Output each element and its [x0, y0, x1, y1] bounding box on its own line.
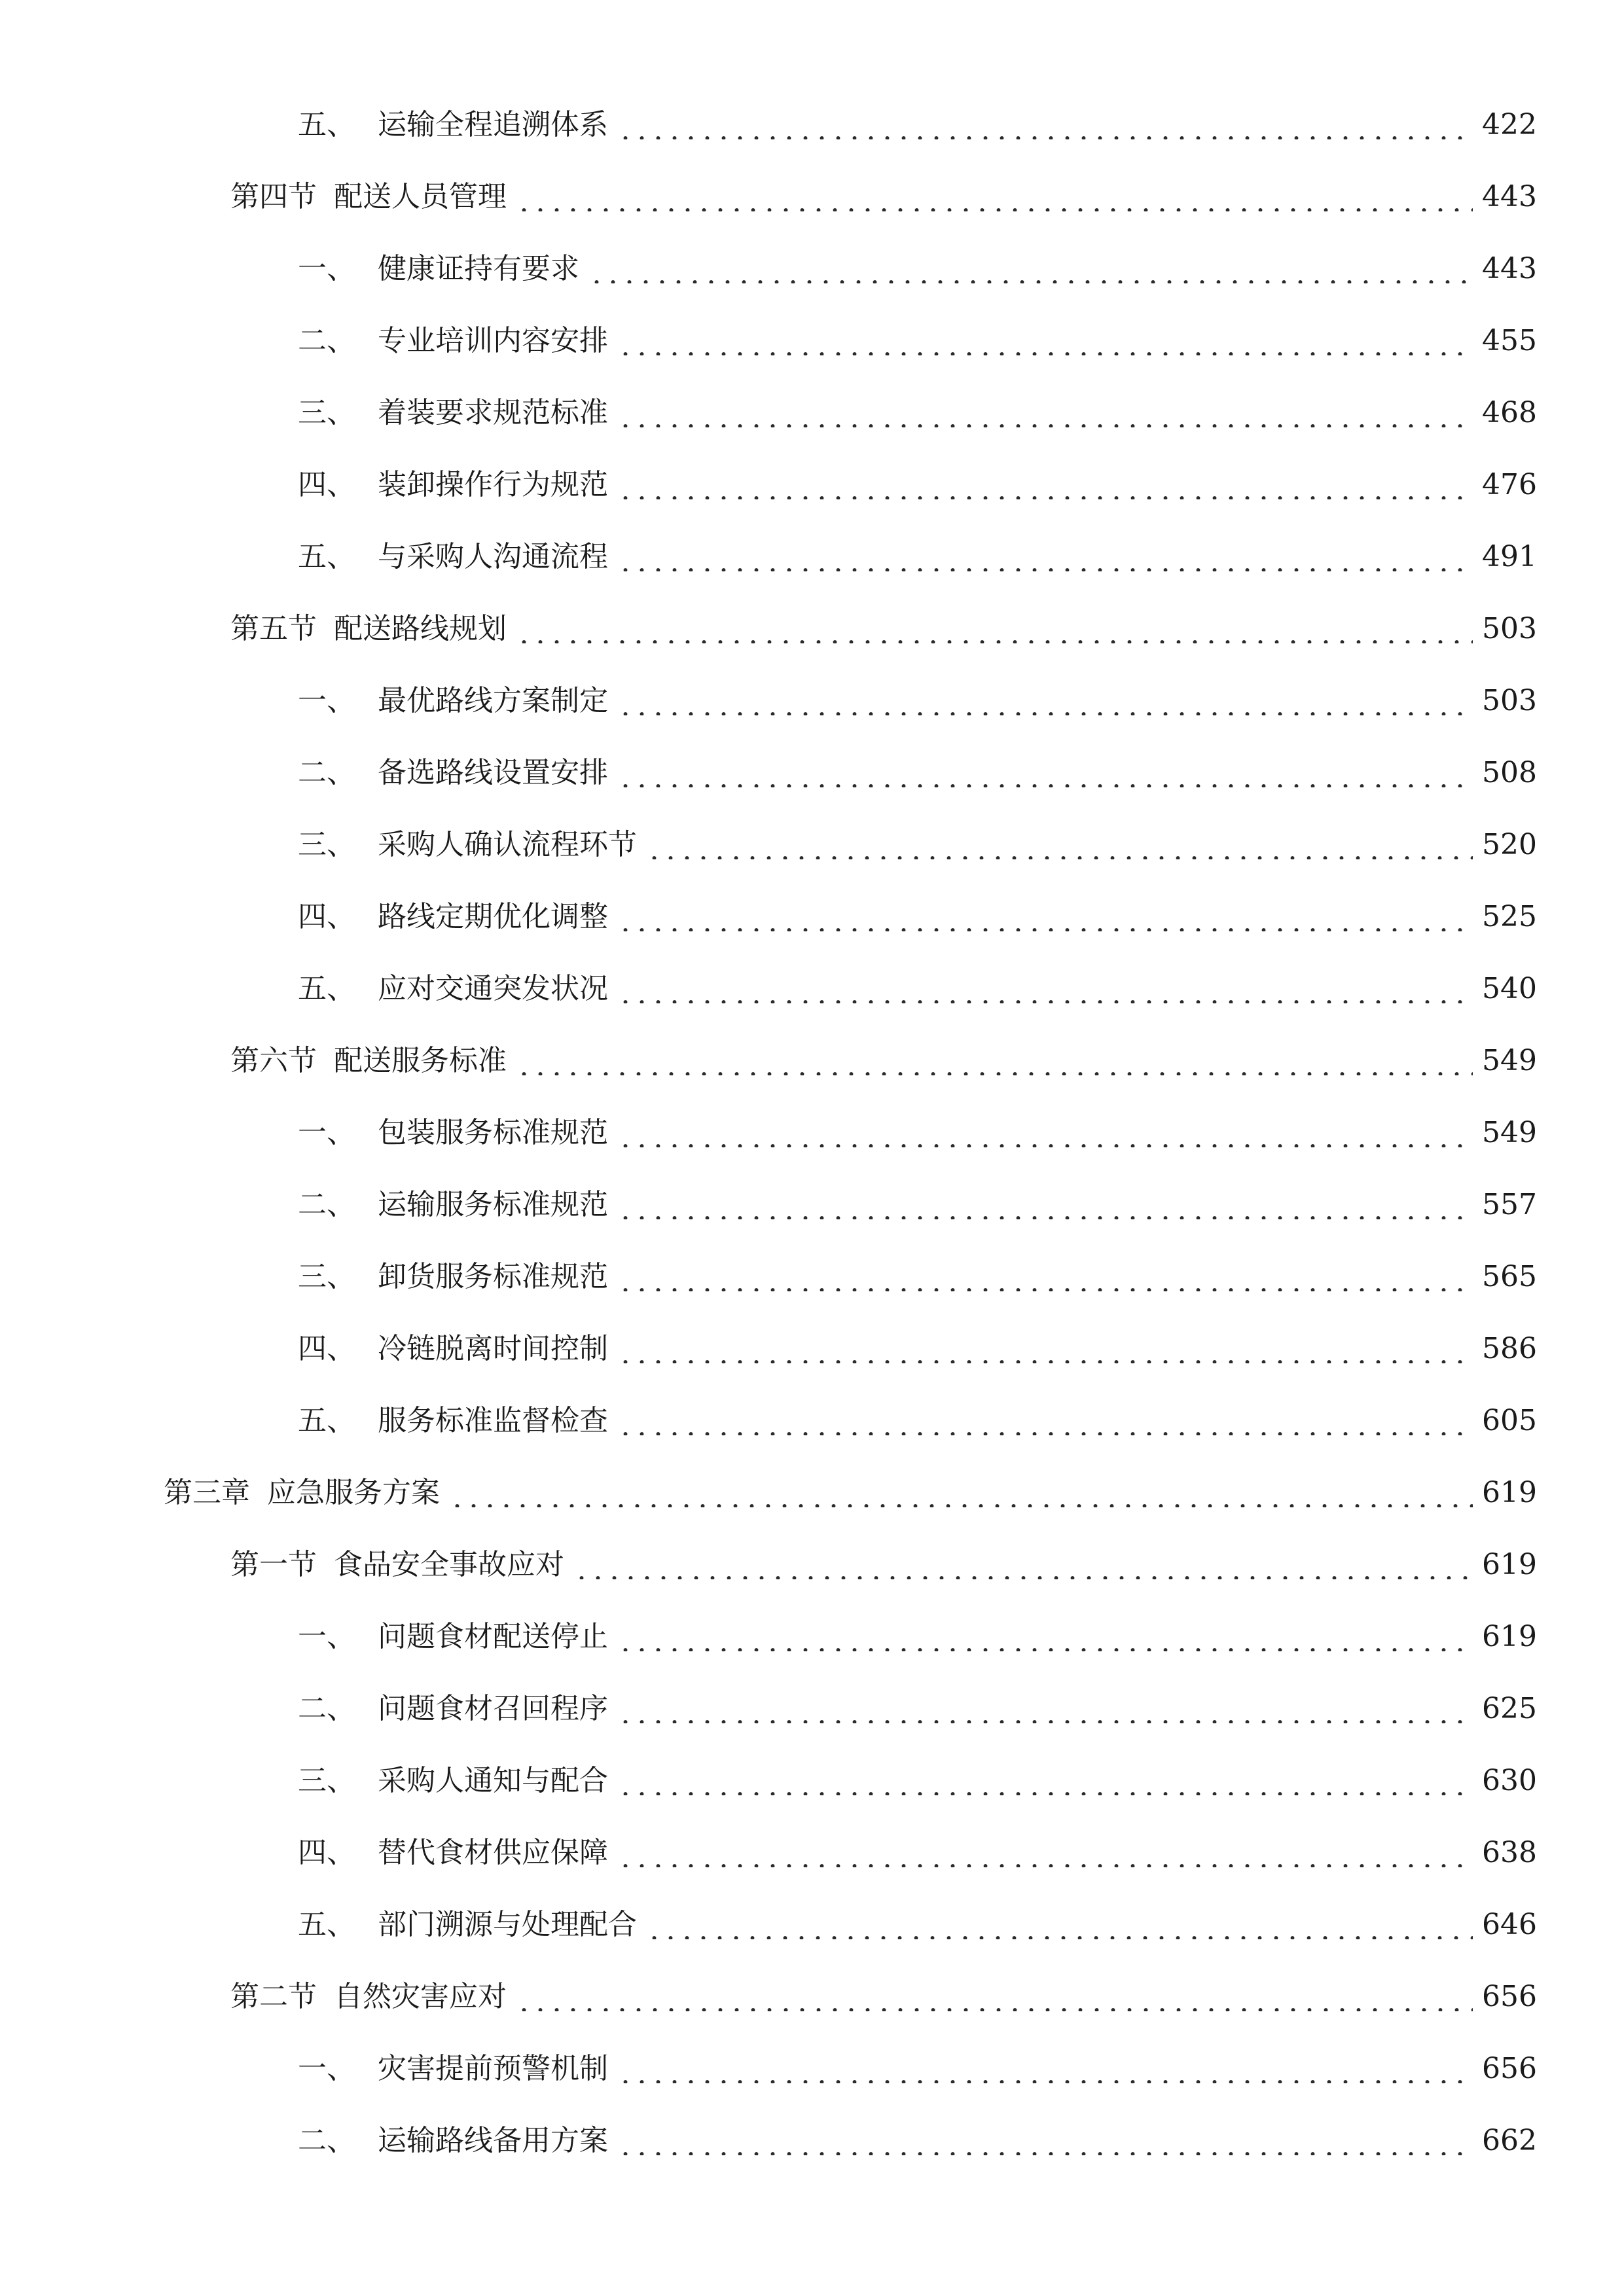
- entry-title: 装卸操作行为规范: [378, 468, 608, 501]
- entry-number: 第五节: [230, 612, 317, 645]
- dot-leader: [617, 111, 1473, 139]
- entry-title: 健康证持有要求: [378, 252, 579, 285]
- entry-number: 第三章: [164, 1476, 250, 1509]
- dot-leader: [516, 1982, 1473, 2011]
- dot-leader: [617, 399, 1473, 427]
- entry-title: 运输全程追溯体系: [378, 108, 608, 141]
- page-number: 619: [1482, 1476, 1537, 1509]
- dot-leader: [516, 1047, 1473, 1075]
- entry-title: 备选路线设置安排: [378, 756, 608, 789]
- entry-title: 运输路线备用方案: [378, 2124, 608, 2157]
- entry-title: 与采购人沟通流程: [378, 540, 608, 573]
- entry-title: 着装要求规范标准: [378, 396, 608, 429]
- entry-number: 五、: [298, 1404, 355, 1437]
- entry-number: 三、: [298, 396, 355, 429]
- entry-title: 问题食材召回程序: [378, 1692, 608, 1725]
- dot-leader: [617, 1119, 1473, 1147]
- dot-leader: [646, 1910, 1473, 1939]
- page-number: 619: [1482, 1620, 1537, 1653]
- entry-number: 五、: [298, 1908, 355, 1941]
- entry-title: 应急服务方案: [267, 1476, 440, 1509]
- toc-entry[interactable]: [0, 665, 1624, 737]
- page-number: 638: [1482, 1836, 1537, 1869]
- entry-number: 第六节: [230, 1044, 317, 1077]
- entry-number: 二、: [298, 756, 355, 789]
- toc-entry[interactable]: [0, 1961, 1624, 2033]
- dot-leader: [617, 327, 1473, 355]
- entry-title: 专业培训内容安排: [378, 324, 608, 357]
- page-number: 565: [1482, 1260, 1537, 1293]
- toc-entry[interactable]: [0, 1169, 1624, 1241]
- page-number: 468: [1482, 396, 1537, 429]
- dot-leader: [617, 975, 1473, 1003]
- entry-number: 一、: [298, 1116, 355, 1149]
- page-number: 525: [1482, 900, 1537, 933]
- entry-title: 应对交通突发状况: [378, 972, 608, 1005]
- page-number: 503: [1482, 612, 1537, 645]
- dot-leader: [617, 687, 1473, 715]
- entry-title: 包装服务标准规范: [378, 1116, 608, 1149]
- entry-number: 四、: [298, 468, 355, 501]
- table-of-contents: [0, 89, 1624, 2177]
- page-number: 540: [1482, 972, 1537, 1005]
- entry-number: 四、: [298, 1332, 355, 1365]
- toc-entry[interactable]: [0, 161, 1624, 233]
- page-number: 656: [1482, 1980, 1537, 2013]
- entry-title: 服务标准监督检查: [378, 1404, 608, 1437]
- page-number: 549: [1482, 1116, 1537, 1149]
- entry-number: 第四节: [230, 180, 317, 213]
- dot-leader: [617, 1839, 1473, 1867]
- entry-number: 第一节: [230, 1548, 317, 1581]
- page-number: 520: [1482, 828, 1537, 861]
- entry-title: 路线定期优化调整: [378, 900, 608, 933]
- entry-number: 四、: [298, 900, 355, 933]
- toc-entry[interactable]: [0, 1817, 1624, 1889]
- page-number: 619: [1482, 1548, 1537, 1581]
- entry-title: 运输服务标准规范: [378, 1188, 608, 1221]
- toc-entry[interactable]: [0, 1097, 1624, 1169]
- toc-entry[interactable]: [0, 449, 1624, 521]
- entry-title: 采购人确认流程环节: [378, 828, 637, 861]
- entry-title: 卸货服务标准规范: [378, 1260, 608, 1293]
- entry-number: 一、: [298, 1620, 355, 1653]
- dot-leader: [516, 615, 1473, 643]
- entry-title: 配送人员管理: [334, 180, 507, 213]
- toc-entry[interactable]: [0, 1385, 1624, 1457]
- page-number: 662: [1482, 2124, 1537, 2157]
- entry-number: 一、: [298, 684, 355, 717]
- dot-leader: [573, 1551, 1473, 1579]
- page-number: 443: [1482, 252, 1537, 285]
- toc-entry[interactable]: [0, 1745, 1624, 1817]
- toc-entry[interactable]: [0, 1529, 1624, 1601]
- page-number: 625: [1482, 1692, 1537, 1725]
- toc-entry[interactable]: [0, 377, 1624, 449]
- page-number: 422: [1482, 108, 1537, 141]
- dot-leader: [617, 1191, 1473, 1219]
- toc-entry[interactable]: [0, 809, 1624, 881]
- dot-leader: [449, 1479, 1473, 1507]
- dot-leader: [617, 2054, 1473, 2083]
- page-number: 605: [1482, 1404, 1537, 1437]
- entry-number: 二、: [298, 324, 355, 357]
- entry-number: 一、: [298, 2052, 355, 2085]
- page-number: 557: [1482, 1188, 1537, 1221]
- entry-title: 冷链脱离时间控制: [378, 1332, 608, 1365]
- dot-leader: [617, 759, 1473, 787]
- toc-entry[interactable]: [0, 1313, 1624, 1385]
- toc-entry[interactable]: [0, 89, 1624, 161]
- page-number: 508: [1482, 756, 1537, 789]
- entry-number: 五、: [298, 540, 355, 573]
- dot-leader: [617, 471, 1473, 499]
- page-number: 586: [1482, 1332, 1537, 1365]
- dot-leader: [588, 255, 1473, 283]
- toc-entry[interactable]: [0, 953, 1624, 1025]
- entry-number: 二、: [298, 2124, 355, 2157]
- toc-entry[interactable]: [0, 881, 1624, 953]
- toc-entry[interactable]: [0, 2105, 1624, 2177]
- toc-entry[interactable]: [0, 2033, 1624, 2105]
- dot-leader: [617, 1407, 1473, 1435]
- dot-leader: [646, 831, 1473, 859]
- entry-number: 三、: [298, 1260, 355, 1293]
- entry-title: 灾害提前预警机制: [378, 2052, 608, 2085]
- entry-title: 配送服务标准: [334, 1044, 507, 1077]
- toc-entry[interactable]: [0, 1673, 1624, 1745]
- toc-entry[interactable]: [0, 593, 1624, 665]
- entry-title: 食品安全事故应对: [334, 1548, 564, 1581]
- page-number: 443: [1482, 180, 1537, 213]
- page-number: 503: [1482, 684, 1537, 717]
- entry-title: 部门溯源与处理配合: [378, 1908, 637, 1941]
- toc-entry[interactable]: [0, 305, 1624, 377]
- entry-title: 替代食材供应保障: [378, 1836, 608, 1869]
- dot-leader: [617, 2126, 1473, 2155]
- toc-entry[interactable]: [0, 1889, 1624, 1961]
- page-number: 491: [1482, 540, 1537, 573]
- dot-leader: [617, 1263, 1473, 1291]
- entry-number: 二、: [298, 1188, 355, 1221]
- page-number: 476: [1482, 468, 1537, 501]
- page-number: 656: [1482, 2052, 1537, 2085]
- dot-leader: [617, 543, 1473, 571]
- page-number: 646: [1482, 1908, 1537, 1941]
- dot-leader: [617, 1623, 1473, 1651]
- entry-title: 配送路线规划: [334, 612, 507, 645]
- entry-number: 三、: [298, 1764, 355, 1797]
- toc-entry[interactable]: [0, 1241, 1624, 1313]
- entry-title: 最优路线方案制定: [378, 684, 608, 717]
- entry-number: 一、: [298, 252, 355, 285]
- entry-title: 自然灾害应对: [334, 1980, 507, 2013]
- page-number: 630: [1482, 1764, 1537, 1797]
- entry-number: 五、: [298, 108, 355, 141]
- entry-number: 二、: [298, 1692, 355, 1725]
- entry-number: 三、: [298, 828, 355, 861]
- toc-entry[interactable]: [0, 1025, 1624, 1097]
- toc-entry[interactable]: [0, 1457, 1624, 1529]
- entry-title: 问题食材配送停止: [378, 1620, 608, 1653]
- entry-number: 四、: [298, 1836, 355, 1869]
- toc-entry[interactable]: [0, 233, 1624, 305]
- entry-number: 五、: [298, 972, 355, 1005]
- toc-entry[interactable]: [0, 1601, 1624, 1673]
- dot-leader: [617, 903, 1473, 931]
- entry-number: 第二节: [230, 1980, 317, 2013]
- page-number: 549: [1482, 1044, 1537, 1077]
- toc-entry[interactable]: [0, 521, 1624, 593]
- entry-title: 采购人通知与配合: [378, 1764, 608, 1797]
- dot-leader: [617, 1767, 1473, 1795]
- dot-leader: [516, 183, 1473, 211]
- page-number: 455: [1482, 324, 1537, 357]
- dot-leader: [617, 1335, 1473, 1363]
- toc-entry[interactable]: [0, 737, 1624, 809]
- dot-leader: [617, 1695, 1473, 1723]
